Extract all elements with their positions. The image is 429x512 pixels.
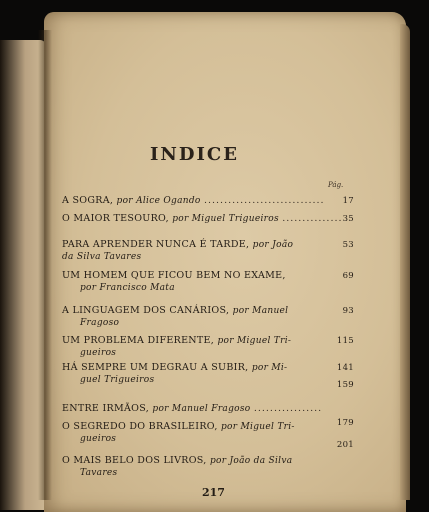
entry-title: A LINGUAGEM DOS CANÁRIOS, — [62, 305, 230, 316]
entry-author: por Alice Ogando — [116, 196, 201, 206]
index-entry — [62, 270, 352, 294]
index-entry — [62, 213, 352, 225]
page-title: INDICE — [150, 144, 239, 165]
entry-page-number: 141 — [336, 363, 354, 373]
entry-page-number: 93 — [342, 306, 354, 316]
entry-page-number: 17 — [342, 196, 354, 206]
entry-author: por João da Silva — [209, 456, 293, 466]
index-entry — [62, 195, 352, 207]
entry-page-number: 53 — [342, 240, 354, 250]
entry-author: por Mi- — [251, 363, 288, 373]
entry-title: HÁ SEMPRE UM DEGRAU A SUBIR, — [62, 362, 249, 373]
entry-page-number: 179 — [336, 418, 354, 428]
entry-author-continued: por Francisco Mata — [80, 283, 175, 293]
entry-author: por Miguel Tri- — [217, 336, 292, 346]
entry-author-continued: Tavares — [80, 468, 118, 478]
entry-author-continued: Fragoso — [80, 318, 120, 328]
entry-author: por Miguel Trigueiros — [172, 214, 279, 224]
entry-leader: .............................. — [203, 195, 325, 206]
page-stack-edge — [400, 24, 410, 500]
entry-author: por João — [252, 240, 294, 250]
entry-title: O MAIOR TESOURO, — [62, 213, 169, 224]
entry-page-number: 201 — [336, 440, 354, 450]
index-entry — [62, 335, 352, 359]
entry-author-continued: da Silva Tavares — [62, 252, 142, 262]
entry-author: por Manuel Fragoso — [152, 404, 251, 414]
index-entry — [62, 305, 352, 329]
entry-leader: ............... — [282, 213, 343, 224]
entry-title: PARA APRENDER NUNCA É TARDE, — [62, 239, 250, 250]
entry-title: ENTRE IRMÃOS, — [62, 403, 150, 414]
entry-author: por Manuel — [232, 306, 289, 316]
page-folio-number: 217 — [202, 486, 225, 499]
entry-page-number: 159 — [336, 380, 354, 390]
entry-author: por Miguel Tri- — [220, 422, 295, 432]
entry-page-number: 69 — [342, 271, 354, 281]
index-entry — [62, 362, 352, 386]
entry-author-continued: gueiros — [80, 434, 117, 444]
entry-title: UM HOMEM QUE FICOU BEM NO EXAME, — [62, 270, 286, 281]
entry-author-continued: gueiros — [80, 348, 117, 358]
entry-title: O MAIS BELO DOS LIVROS, — [62, 455, 207, 466]
entry-page-number: 115 — [336, 336, 354, 346]
entry-title: UM PROBLEMA DIFERENTE, — [62, 335, 215, 346]
entry-title: A SOGRA, — [62, 195, 114, 206]
entry-leader: ................. — [253, 403, 323, 414]
index-entry — [62, 239, 352, 263]
entry-page-number: 35 — [342, 214, 354, 224]
entry-author-continued: guel Trigueiros — [80, 375, 155, 385]
page-column-label: Pág. — [328, 181, 344, 189]
entry-title: O SEGREDO DO BRASILEIRO, — [62, 421, 218, 432]
book-gutter — [38, 30, 52, 500]
index-entry — [62, 440, 354, 479]
